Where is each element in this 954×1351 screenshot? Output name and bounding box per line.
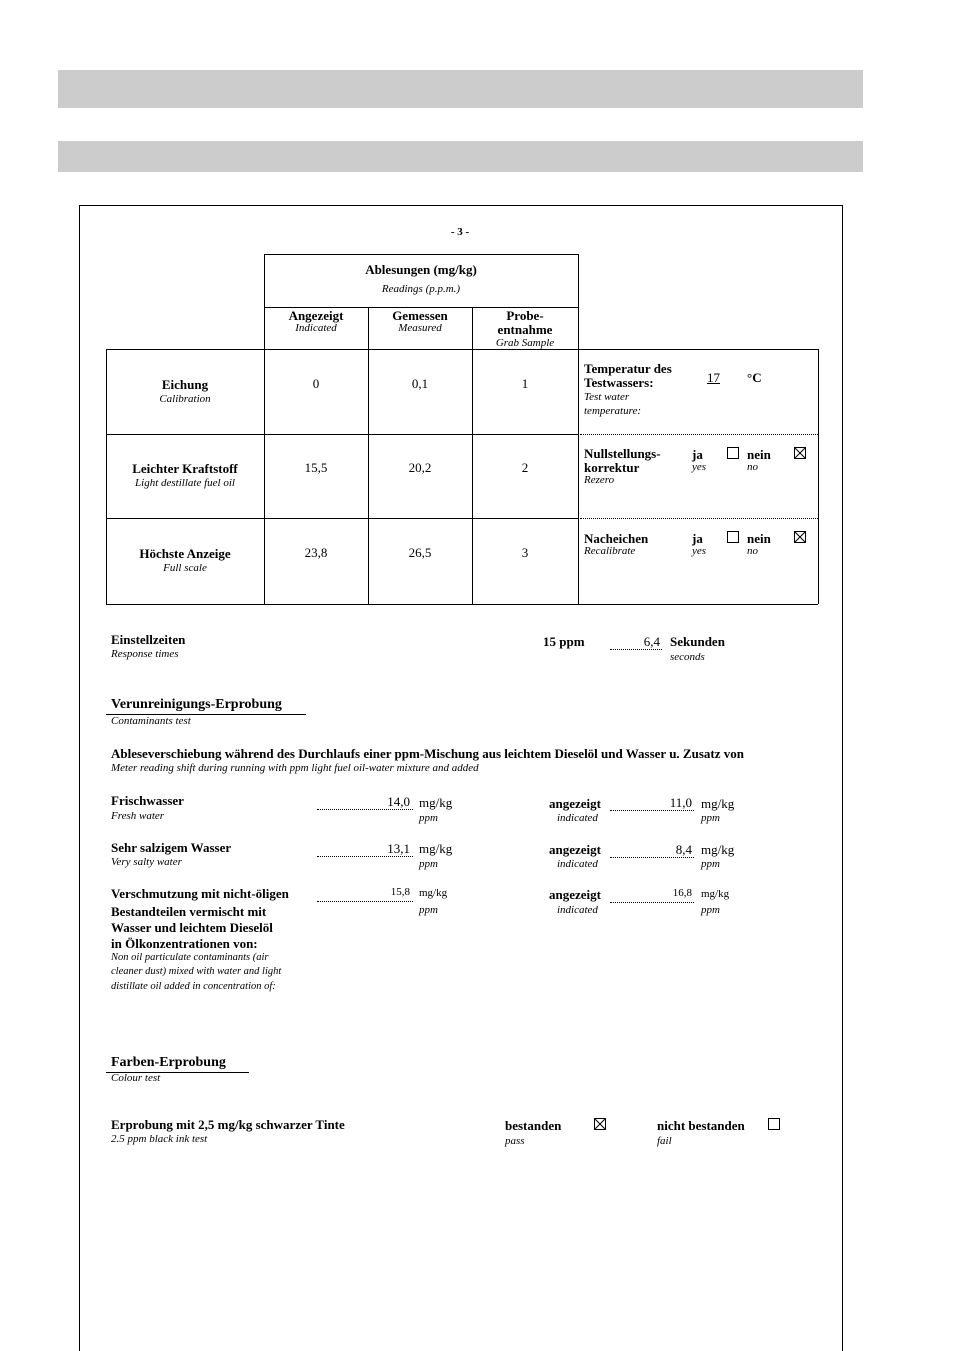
temperature-unit: °C bbox=[747, 370, 762, 385]
fresh-water-indicated-sub: indicated bbox=[557, 812, 598, 824]
response-times-label: Einstellzeiten bbox=[111, 632, 186, 647]
salty-water-unit-sub: ppm bbox=[419, 858, 438, 870]
row-fuel-sub: Light destillate fuel oil bbox=[135, 477, 235, 489]
rezero-yes-label: ja bbox=[692, 447, 703, 462]
fresh-water-value: 14,0 bbox=[387, 794, 410, 809]
dust-label-1: Verschmutzung mit nicht-öligen bbox=[111, 886, 289, 901]
rezero-label2: korrektur bbox=[584, 460, 640, 475]
header-bar-1 bbox=[58, 70, 863, 108]
rezero-sub: Rezero bbox=[584, 474, 615, 486]
row-fuel-indicated: 15,5 bbox=[304, 460, 328, 475]
salty-water-indicated-unit: mg/kg bbox=[701, 842, 735, 857]
response-times-unit-sub: seconds bbox=[670, 651, 705, 663]
col-sample-sub: Grab Sample bbox=[495, 337, 555, 349]
fail-label: nicht bestanden bbox=[657, 1118, 745, 1133]
temperature-label1: Temperatur des bbox=[584, 361, 672, 376]
row-fuel-sample: 2 bbox=[521, 460, 529, 475]
fresh-water-sub: Fresh water bbox=[111, 810, 165, 822]
recalibrate-yes-checkbox[interactable] bbox=[727, 531, 739, 543]
fresh-water-indicated-unit: mg/kg bbox=[701, 796, 735, 811]
pass-checkbox[interactable] bbox=[594, 1118, 606, 1130]
col-sample-label2: entnahme bbox=[497, 322, 553, 337]
readings-header-title: Ablesungen (mg/kg) bbox=[365, 262, 477, 277]
response-times-unit: Sekunden bbox=[670, 634, 725, 649]
header-bar-2 bbox=[58, 141, 863, 172]
dust-indicated-label: angezeigt bbox=[549, 887, 601, 902]
salty-water-indicated-unit-sub: ppm bbox=[701, 858, 720, 870]
rezero-yes-sub: yes bbox=[692, 461, 707, 473]
dust-indicated-value: 16,8 bbox=[672, 887, 692, 899]
readings-header-subtitle: Readings (p.p.m.) bbox=[381, 283, 461, 295]
page-number: - 3 - bbox=[450, 226, 470, 238]
fresh-water-indicated-label: angezeigt bbox=[549, 796, 601, 811]
dust-value: 15,8 bbox=[390, 886, 410, 898]
recalibrate-no-checkbox[interactable] bbox=[794, 531, 806, 543]
col-measured-label: Gemessen bbox=[392, 308, 448, 323]
salty-water-indicated-label: angezeigt bbox=[549, 842, 601, 857]
fail-checkbox[interactable] bbox=[768, 1118, 780, 1130]
dust-label-4: in Ölkonzentrationen von: bbox=[111, 936, 258, 951]
row-calibration-measured: 0,1 bbox=[411, 376, 429, 391]
row-fullscale-label: Höchste Anzeige bbox=[139, 546, 231, 561]
fresh-water-indicated-value: 11,0 bbox=[669, 795, 692, 810]
salty-water-indicated-sub: indicated bbox=[557, 858, 598, 870]
rezero-no-checkbox[interactable] bbox=[794, 447, 806, 459]
dust-sub-3: distillate oil added in concentration of: bbox=[111, 981, 276, 992]
recalibrate-yes-label: ja bbox=[692, 531, 703, 546]
cross-mark-icon bbox=[795, 448, 805, 458]
cross-mark-icon bbox=[595, 1119, 605, 1129]
recalibrate-yes-sub: yes bbox=[692, 545, 707, 557]
rezero-no-sub: no bbox=[747, 461, 758, 473]
salty-water-sub: Very salty water bbox=[111, 856, 182, 868]
temperature-sub1: Test water bbox=[584, 391, 630, 403]
dust-indicated-sub: indicated bbox=[557, 904, 598, 916]
row-calibration-indicated: 0 bbox=[312, 376, 320, 391]
fresh-water-unit: mg/kg bbox=[419, 795, 453, 810]
dust-sub-1: Non oil particulate contaminants (air bbox=[111, 952, 269, 963]
salty-water-label: Sehr salzigem Wasser bbox=[111, 840, 232, 855]
colour-title: Farben-Erprobung bbox=[111, 1055, 226, 1070]
row-calibration-label: Eichung bbox=[161, 377, 209, 392]
contaminants-subtitle: Contaminants test bbox=[111, 715, 191, 727]
contaminants-title: Verunreinigungs-Erprobung bbox=[111, 697, 282, 712]
colour-subtitle: Colour test bbox=[111, 1072, 161, 1084]
salty-water-value: 13,1 bbox=[387, 841, 410, 856]
dust-indicated-unit-sub: ppm bbox=[701, 904, 720, 916]
dust-value-line bbox=[317, 901, 413, 902]
recalibrate-no-sub: no bbox=[747, 545, 758, 557]
dust-sub-2: cleaner dust) mixed with water and light bbox=[111, 966, 282, 977]
temperature-label2: Testwassers: bbox=[584, 375, 654, 390]
ink-test-sub: 2.5 ppm black ink test bbox=[111, 1133, 208, 1145]
fresh-water-label: Frischwasser bbox=[111, 793, 184, 808]
row-fuel-label: Leichter Kraftstoff bbox=[132, 461, 238, 476]
row-fuel-measured: 20,2 bbox=[408, 460, 432, 475]
row-fullscale-sample: 3 bbox=[521, 545, 529, 560]
col-indicated-sub: Indicated bbox=[295, 322, 337, 334]
col-indicated-label: Angezeigt bbox=[288, 308, 344, 323]
col-sample-label1: Probe- bbox=[506, 308, 544, 323]
dust-indicated-line bbox=[610, 902, 694, 903]
recalibrate-sub: Recalibrate bbox=[584, 545, 636, 557]
temperature-value: 17 bbox=[707, 370, 720, 385]
dust-unit-sub: ppm bbox=[419, 904, 438, 916]
response-times-ppm: 15 ppm bbox=[543, 634, 585, 649]
row-fullscale-sub: Full scale bbox=[163, 562, 207, 574]
pass-sub: pass bbox=[505, 1135, 525, 1147]
pass-label: bestanden bbox=[505, 1118, 562, 1133]
shift-label: Ableseverschiebung während des Durchlaufs einer ppm-Mischung aus leichtem Dieselöl und Wasser u. Zusatz von bbox=[111, 746, 744, 761]
response-times-sub: Response times bbox=[111, 648, 179, 660]
rezero-no-label: nein bbox=[747, 447, 771, 462]
row-fullscale-measured: 26,5 bbox=[408, 545, 432, 560]
row-calibration-sub: Calibration bbox=[159, 393, 211, 405]
fail-sub: fail bbox=[657, 1135, 672, 1147]
dust-label-2: Bestandteilen vermischt mit bbox=[111, 904, 267, 919]
fresh-water-unit-sub: ppm bbox=[419, 812, 438, 824]
row-fullscale-indicated: 23,8 bbox=[304, 545, 328, 560]
col-measured-sub: Measured bbox=[398, 322, 442, 334]
dust-unit: mg/kg bbox=[419, 887, 448, 899]
ink-test-label: Erprobung mit 2,5 mg/kg schwarzer Tinte bbox=[111, 1117, 345, 1132]
dust-label-3: Wasser und leichtem Dieselöl bbox=[111, 920, 273, 935]
recalibrate-no-label: nein bbox=[747, 531, 771, 546]
temperature-sub2: temperature: bbox=[584, 405, 642, 417]
rezero-yes-checkbox[interactable] bbox=[727, 447, 739, 459]
response-times-value: 6,4 bbox=[643, 634, 660, 649]
shift-sub: Meter reading shift during running with ppm light fuel oil-water mixture and added bbox=[111, 762, 479, 774]
rezero-label1: Nullstellungs- bbox=[584, 446, 661, 461]
row-calibration-sample: 1 bbox=[521, 376, 529, 391]
salty-water-indicated-value: 8,4 bbox=[675, 842, 692, 857]
fresh-water-indicated-unit-sub: ppm bbox=[701, 812, 720, 824]
salty-water-unit: mg/kg bbox=[419, 841, 453, 856]
dust-indicated-unit: mg/kg bbox=[701, 888, 730, 900]
cross-mark-icon bbox=[795, 532, 805, 542]
recalibrate-label: Nacheichen bbox=[584, 531, 649, 546]
